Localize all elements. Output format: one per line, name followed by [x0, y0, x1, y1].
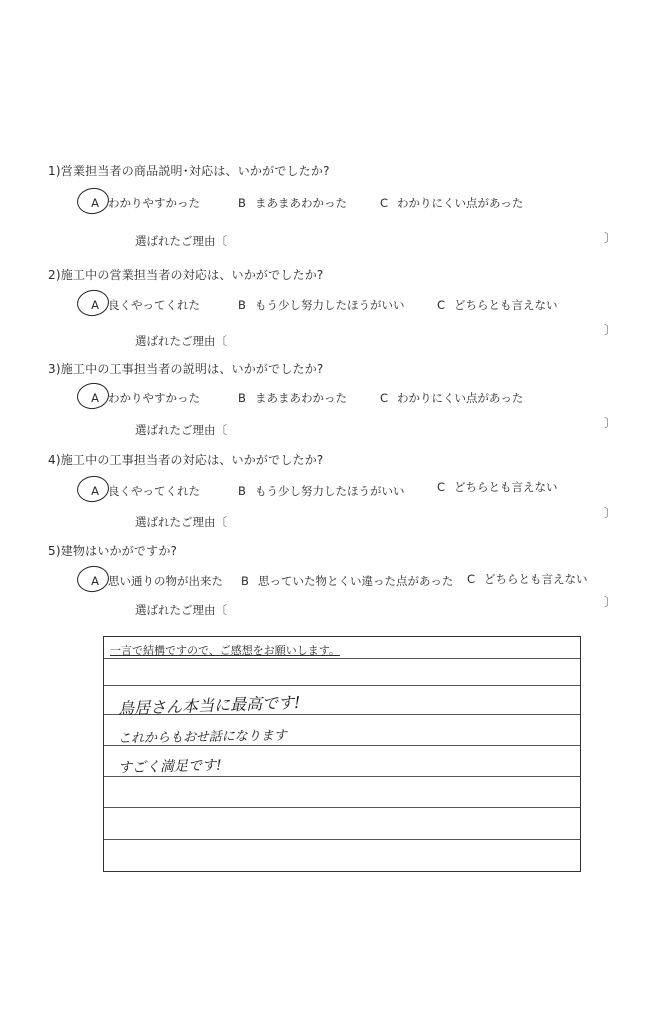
q3-reason-close: 〕	[604, 416, 617, 430]
q4-reason-close: 〕	[604, 506, 617, 520]
q3-option-c[interactable]: C わかりにくい点があった	[379, 391, 524, 405]
question-4-title: 4)施工中の工事担当者の対応は、いかがでしたか?	[48, 453, 324, 467]
q5-option-b[interactable]: B 思っていた物とくい違った点があった	[241, 574, 454, 588]
q4-reason-label: 選ばれたご理由〔	[135, 515, 227, 529]
q3-reason-label: 選ばれたご理由〔	[135, 423, 227, 437]
q2-option-b[interactable]: B もう少し努力したほうがいい	[238, 298, 405, 312]
q5-option-a[interactable]	[86, 573, 223, 589]
q2-reason-label: 選ばれたご理由〔	[135, 334, 227, 348]
q2-option-a-label: 良くやってくれた	[108, 298, 200, 312]
question-1-title: 1)営業担当者の商品説明･対応は、いかがでしたか?	[48, 164, 330, 178]
question-5-title: 5)建物はいかがですか?	[48, 544, 178, 558]
q5-reason-label: 選ばれたご理由〔	[135, 603, 227, 617]
q4-option-b-label: もう少し努力したほうがいい	[255, 484, 405, 498]
q2-option-b-label: もう少し努力したほうがいい	[255, 298, 405, 312]
comment-line-1: 鳥居さん本当に最高です!	[117, 692, 301, 719]
comment-line-2: これからもおせ話になります	[117, 728, 287, 747]
q2-option-c-label: どちらとも言えない	[454, 298, 558, 312]
q4-option-c[interactable]: C どちらとも言えない	[436, 480, 558, 494]
q1-reason-close: 〕	[604, 231, 617, 245]
q5-option-a-label: 思い通りの物が出来た	[108, 574, 223, 588]
q1-option-c-label: わかりにくい点があった	[397, 196, 524, 210]
comment-line-3: すごく満足です!	[117, 757, 222, 777]
q2-reason-close: 〕	[604, 323, 617, 337]
q2-option-c[interactable]: C どちらとも言えない	[436, 298, 558, 312]
question-2-title: 2)施工中の営業担当者の対応は、いかがでしたか?	[48, 268, 324, 282]
comment-rule	[104, 839, 580, 840]
q4-option-a-label: 良くやってくれた	[108, 484, 200, 498]
q5-option-c[interactable]: C どちらとも言えない	[466, 572, 588, 586]
comment-box[interactable]	[103, 636, 581, 872]
comment-rule	[104, 807, 580, 808]
q3-option-a[interactable]	[86, 390, 200, 406]
selected-circle-mark: A	[86, 196, 108, 210]
q3-option-c-label: わかりにくい点があった	[397, 391, 524, 405]
comment-rule	[104, 685, 580, 686]
q4-option-a[interactable]	[86, 483, 200, 499]
comment-rule	[104, 776, 580, 777]
q1-option-a-label: わかりやすかった	[108, 196, 200, 210]
selected-circle-mark: A	[86, 298, 108, 312]
q2-option-a[interactable]	[86, 297, 200, 313]
q3-option-b[interactable]: B まあまあわかった	[238, 391, 347, 405]
selected-circle-mark: A	[86, 574, 108, 588]
q4-option-c-label: どちらとも言えない	[454, 480, 558, 494]
q5-reason-close: 〕	[604, 595, 617, 609]
q1-option-b-label: まあまあわかった	[255, 196, 347, 210]
q4-option-b[interactable]: B もう少し努力したほうがいい	[238, 484, 405, 498]
q1-option-b[interactable]: B まあまあわかった	[238, 196, 347, 210]
q3-option-b-label: まあまあわかった	[255, 391, 347, 405]
selected-circle-mark: A	[86, 391, 108, 405]
q3-option-a-label: わかりやすかった	[108, 391, 200, 405]
q5-option-c-label: どちらとも言えない	[484, 572, 588, 586]
question-3-title: 3)施工中の工事担当者の説明は、いかがでしたか?	[48, 362, 324, 376]
comment-rule	[104, 658, 580, 659]
q1-reason-label: 選ばれたご理由〔	[135, 234, 227, 248]
comment-heading: 一言で結構ですので、ご感想をお願いします。	[110, 644, 340, 657]
q1-option-a[interactable]	[86, 195, 200, 211]
q5-option-b-label: 思っていた物とくい違った点があった	[258, 574, 454, 588]
q1-option-c[interactable]: C わかりにくい点があった	[379, 196, 524, 210]
selected-circle-mark: A	[86, 484, 108, 498]
